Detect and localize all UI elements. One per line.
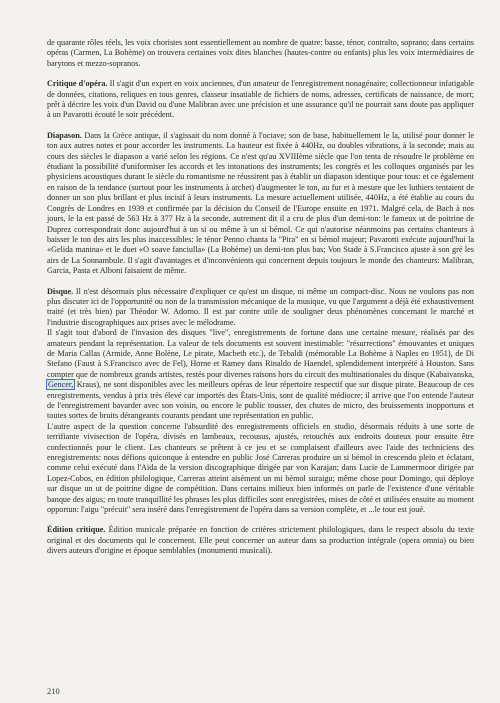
disque-paragraph-3: L'autre aspect de la question concerne l'absurdité des enregistrements officiels en studio, désormais réduits à une sorte de terrifiante vivisection de l'opéra, divisés en lambeaux, recousus, ajustés, retouchés aux endroits douteux pour ensuite être confectionnés pour le client. Les chanteurs se prêtent à ce jeu et se complaisent d'ailleurs avec l'aide des techniciens des enregistrements: nous défions quiconque à entendre en public José Carreras produire un si bémol in crescendo plein et éclatant, comme celui exécuté dans l'Aida de la version discographique dirigée par von Karajan; dans Lucie de Lammermoor dirigée par Lopez-Cobos, en édition philologique, Carreras atteint aisément un mi bémol suraigu; même chose pour Domingo, qui déploye sur disque un ut de poitrine digne de compétition. Dans certains milieux bien informés on parle de l'existence d'une véritable banque des aigus; en toute tranquillité les phrases les plus difficiles sont enregistrées, mises de côté et utilisées ensuite au moment opportun: l'aigu "précuit" sera inséré dans l'enregistrement de l'opéra dans sa version complète, et ...le tour est joué. bbox=[47, 421, 474, 515]
entry-heading: Diapason. bbox=[47, 130, 82, 140]
entry-body: Il s'agit d'un expert en voix anciennes, d'un amateur de l'enregistrement nonagénaire; collectionneur infatigable de données, citations, reliques en tous genres, classeur insatiable de fichiers de noms, adresses, certificats de naissance, de mort; prêt à décrire les voix d'un David ou d'une Malibran avec une précision et une assurance qu'il ne pourrait sans doute pas appliquer à un Pavarotti écouté le soir précédent. bbox=[47, 79, 474, 120]
text-run: Kraus), ne sont disponibles avec les meilleurs opéras de leur répertoire respectif que sur disque pirate. Beaucoup de ces enregistrements, vendus à prix très élevé car importés des États-Unis, sont de qualité médiocre; il arrive que l'on entende l'auteur de l'enregistrement bavarder avec son voisin, ou encore le public tousser, des chutes de micro, des bruissements inopportuns et toutes sortes de bruits dérangeants courants pendant une représentation en public. bbox=[47, 380, 475, 421]
entry-disque bbox=[47, 287, 474, 329]
text-run: Il s'agit tout d'abord de l'invasion des disques "live", enregistrements de fortune dans une certaine mesure, réalisés par des amateurs pendant la représentation. La valeur de tels documents est souvent inestimable: "résurrections" émouvantes et uniques de Maria Callas (Armide, Anne Bolène, Le pirate, Macbeth etc.), de Tebaldi (mémorable La Bohème à Naples en 1951), de Di Stefano (Faust à S.Francisco avec de Fel), Horne et Ramey dans Rinaldo de Haendel, splendidement interprété à Houston. Sans compter que de nombreux grands artistes, restés pour diverses raisons hors du circuit des multinationales du disque (Kabaivanska, bbox=[47, 328, 474, 379]
entry-body: Il n'est désormais plus nécessaire d'expliquer ce qu'est un disque, ni même un compact-disc. Nous ne voulons pas non plus discuter ici de l'opportunité ou non de la transmission mécanique de la musique, vu que l'argument a déjà été exhaustivement traité (et très bien) par Théodor W. Adorno. Il est par contre utile de souligner deux phénomènes concernant le marché et l'industrie discographiques aux prises avec le mélodrame. bbox=[47, 286, 475, 327]
highlighted-word-gencer[interactable]: Gencer, bbox=[48, 380, 74, 390]
entry-diapason bbox=[47, 131, 474, 277]
entry-heading: Disque. bbox=[47, 286, 74, 296]
entry-edition-critique bbox=[47, 525, 474, 556]
entry-body: Dans la Grèce antique, il s'agissait du nom donné à l'octave; son de base, habituellement le la, utilisé pour donner le ton aux autres notes et pour accorder les instruments. La hauteur est fixée à 440Hz, ou doubles vibrations, à la seconde; mais au cours des siècles le diapason a varié selon les régions. Ce n'est qu'au XVIIIème siècle que l'on tenta de résoudre le problème en étudiant la possibilité d'uniformiser les accords et les intonations des instruments; les congrès et les colloques organisés par les physiciens acoustiques durant le siècle du romantisme ne réussirent pas à établir un diapason identique pour tous: et ce également en raison de la tendance (surtout pour les instruments à archet) d'augmenter le ton, au fur et à mesure que les luthiers tentaient de donner un son plus brillant et plus incisif à leurs instruments. La mesure actuellement utilisée, 440Hz, a été établie au cours du Congrès de Londres en 1939 et confirmée par la décision du Conseil de l'Europe ensuite en 1971. Malgré cela, de Bach à nos jours, le la est passé de 563 Hz à 377 Hz à la seconde, autrement dit il a cru de plus d'un demi-ton: le fameux ut de poitrine de Duprez correspondrait donc aujourd'hui à un si ou même à un si bémol. Ce qui n'autorise néanmoins pas certains chanteurs à baisser le ton des airs les plus inaccessibles: le ténor Penno chanta la "Pira" en si bémol majeur; Pavarotti exécute aujourd'hui la «Gelida manina» et le duet «O soave fanciulla» (La Bohème) un demi-ton plus bas; Von Stade à S.Francisco ajuste à son gré les airs de La Sonnambule. Il s'agit d'avantages et d'inconvénients qui concernent depuis toujours le monde des chanteurs: Malibran, Garcia, Pasta et Alboni faisaient de même. bbox=[47, 130, 474, 276]
entry-heading: Critique d'opéra. bbox=[47, 79, 108, 89]
page-number: 210 bbox=[47, 686, 60, 696]
entry-body: Édition musicale préparée en fonction de critères strictement philologiques, dans le respect absolu du texte original et des documents qui le concernent. Elle peut concerner un auteur dans sa production intégrale (opera omnia) ou bien divers auteurs d'origine et époque semblables (monumenti musicali). bbox=[47, 525, 474, 556]
intro-paragraph: de quarante rôles réels, les voix choristes sont essentiellement au nombre de quatre: basse, ténor, contralto, soprano; dans certains opéras (Carmen, La Bohème) on trouvera certaines voix dites blanches (hautes-contre ou enfants) plus les voix intermédiaires de barytons et mezzo-sopranos. bbox=[47, 38, 474, 68]
disque-paragraph-2 bbox=[47, 328, 474, 422]
entry-critique-opera bbox=[47, 79, 474, 121]
entry-heading: Édition critique. bbox=[47, 525, 106, 535]
